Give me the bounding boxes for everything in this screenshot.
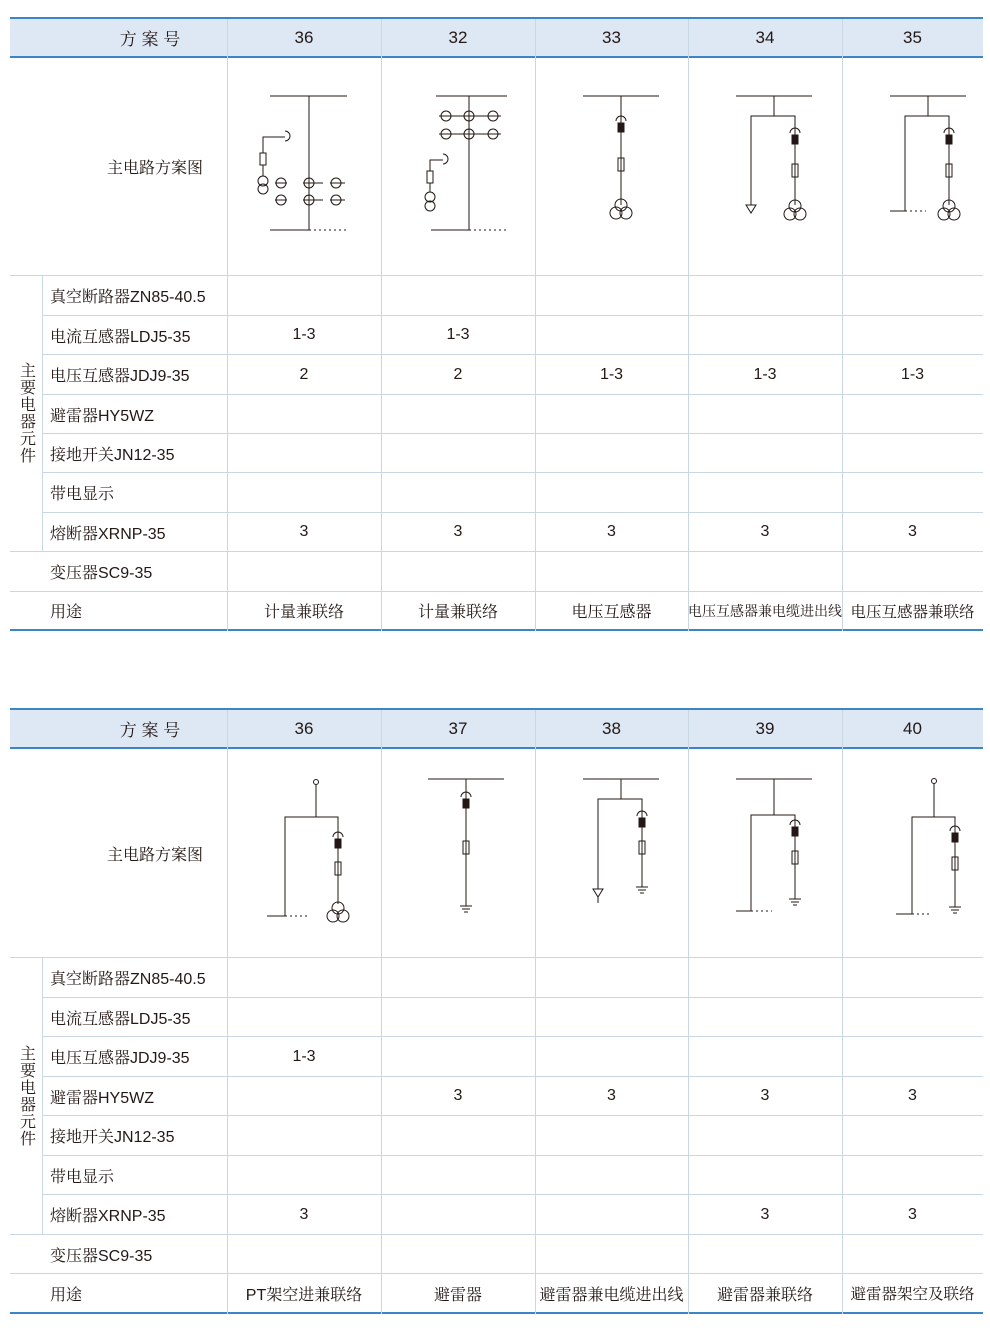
circuit-diagram-36b — [227, 749, 381, 957]
circuit-diagram-33 — [535, 58, 688, 275]
component-label: 带电显示 — [50, 1168, 115, 1186]
component-label: 带电显示 — [50, 486, 115, 503]
usage-cell: 电压互感器兼联络 — [850, 603, 975, 621]
quantity-cell: 2 — [453, 365, 463, 383]
scheme-number: 37 — [448, 718, 468, 738]
quantity-cell: 3 — [453, 523, 463, 540]
main-components-group-label: 主要电器元件 — [17, 1044, 35, 1147]
diagram-row-label: 主电路方案图 — [106, 160, 203, 177]
circuit-diagram-36 — [227, 58, 381, 275]
quantity-cell: 1-3 — [292, 326, 316, 343]
quantity-cell: 3 — [299, 523, 309, 540]
circuit-diagram-32 — [381, 58, 535, 275]
scheme-table-2 — [10, 708, 983, 1316]
quantity-cell: 1-3 — [753, 365, 777, 383]
quantity-cell: 2 — [299, 365, 309, 383]
usage-cell: 避雷器兼联络 — [716, 1286, 813, 1304]
scheme-number: 33 — [602, 27, 621, 47]
quantity-cell: 3 — [299, 1205, 309, 1223]
quantity-cell: 3 — [908, 1205, 917, 1223]
diagram-row-label: 主电路方案图 — [106, 846, 203, 864]
scheme-number: 39 — [755, 718, 775, 738]
scheme-table-1 — [10, 17, 983, 631]
component-label: 熔断器XRNP-35 — [50, 1208, 166, 1225]
usage-cell: 电压互感器兼电缆进出线 — [688, 602, 842, 619]
quantity-cell: 1-3 — [446, 326, 470, 343]
quantity-cell: 3 — [908, 523, 917, 540]
component-label: 电流互感器LDJ5-35 — [50, 1010, 191, 1028]
circuit-diagram-38 — [535, 749, 688, 957]
scheme-number: 36 — [294, 27, 314, 47]
scheme-number: 38 — [602, 718, 621, 738]
scheme-number-label: 方 案 号 — [119, 721, 181, 740]
row-divider — [10, 1234, 983, 1235]
row-divider — [10, 551, 983, 552]
table-bottom-rule — [10, 629, 983, 631]
usage-cell: 计量兼联络 — [417, 604, 498, 621]
quantity-cell: 3 — [760, 1205, 770, 1223]
component-label: 接地开关JN12-35 — [50, 446, 175, 464]
component-label: 真空断路器ZN85-40.5 — [50, 971, 206, 988]
circuit-diagram-37 — [381, 749, 535, 957]
component-label: 避雷器HY5WZ — [50, 407, 155, 425]
component-label: 避雷器HY5WZ — [50, 1089, 155, 1107]
group-divider — [42, 957, 43, 1234]
usage-cell: PT架空进兼联络 — [245, 1286, 363, 1304]
usage-cell: 避雷器兼电缆进出线 — [539, 1286, 684, 1304]
component-label: 电流互感器LDJ5-35 — [50, 328, 191, 346]
quantity-cell: 1-3 — [900, 365, 925, 383]
circuit-diagram-40 — [842, 749, 983, 957]
usage-cell: 避雷器架空及联络 — [850, 1286, 975, 1303]
usage-cell: 电压互感器 — [571, 604, 652, 621]
quantity-cell: 3 — [453, 1087, 463, 1104]
scheme-number: 34 — [755, 27, 775, 47]
transformer-label: 变压器SC9-35 — [50, 1247, 153, 1265]
component-label: 熔断器XRNP-35 — [50, 525, 166, 543]
quantity-cell: 3 — [760, 1087, 770, 1104]
quantity-cell: 3 — [760, 523, 770, 540]
group-divider — [42, 275, 43, 551]
component-label: 电压互感器JDJ9-35 — [50, 1050, 190, 1067]
scheme-number: 40 — [903, 718, 922, 738]
usage-cell: 计量兼联络 — [263, 604, 344, 621]
quantity-cell: 1-3 — [599, 365, 624, 383]
usage-label: 用途 — [50, 1286, 83, 1304]
scheme-number: 32 — [448, 27, 468, 47]
circuit-diagram-35 — [842, 58, 983, 275]
circuit-diagram-34 — [688, 58, 842, 275]
scheme-number-label: 方 案 号 — [119, 30, 181, 49]
circuit-diagram-39 — [688, 749, 842, 957]
component-label: 电压互感器JDJ9-35 — [50, 368, 190, 385]
table-bottom-rule — [10, 1312, 983, 1314]
usage-cell: 避雷器 — [433, 1286, 482, 1304]
quantity-cell: 3 — [908, 1087, 917, 1104]
main-components-group-label: 主要电器元件 — [17, 362, 35, 464]
transformer-label: 变压器SC9-35 — [50, 565, 153, 582]
quantity-cell: 1-3 — [292, 1047, 316, 1065]
scheme-number: 36 — [294, 718, 314, 738]
quantity-cell: 3 — [607, 523, 616, 540]
scheme-number: 35 — [903, 27, 922, 47]
component-label: 接地开关JN12-35 — [50, 1129, 175, 1146]
usage-label: 用途 — [50, 604, 83, 621]
quantity-cell: 3 — [607, 1087, 616, 1104]
component-label: 真空断路器ZN85-40.5 — [50, 289, 206, 306]
